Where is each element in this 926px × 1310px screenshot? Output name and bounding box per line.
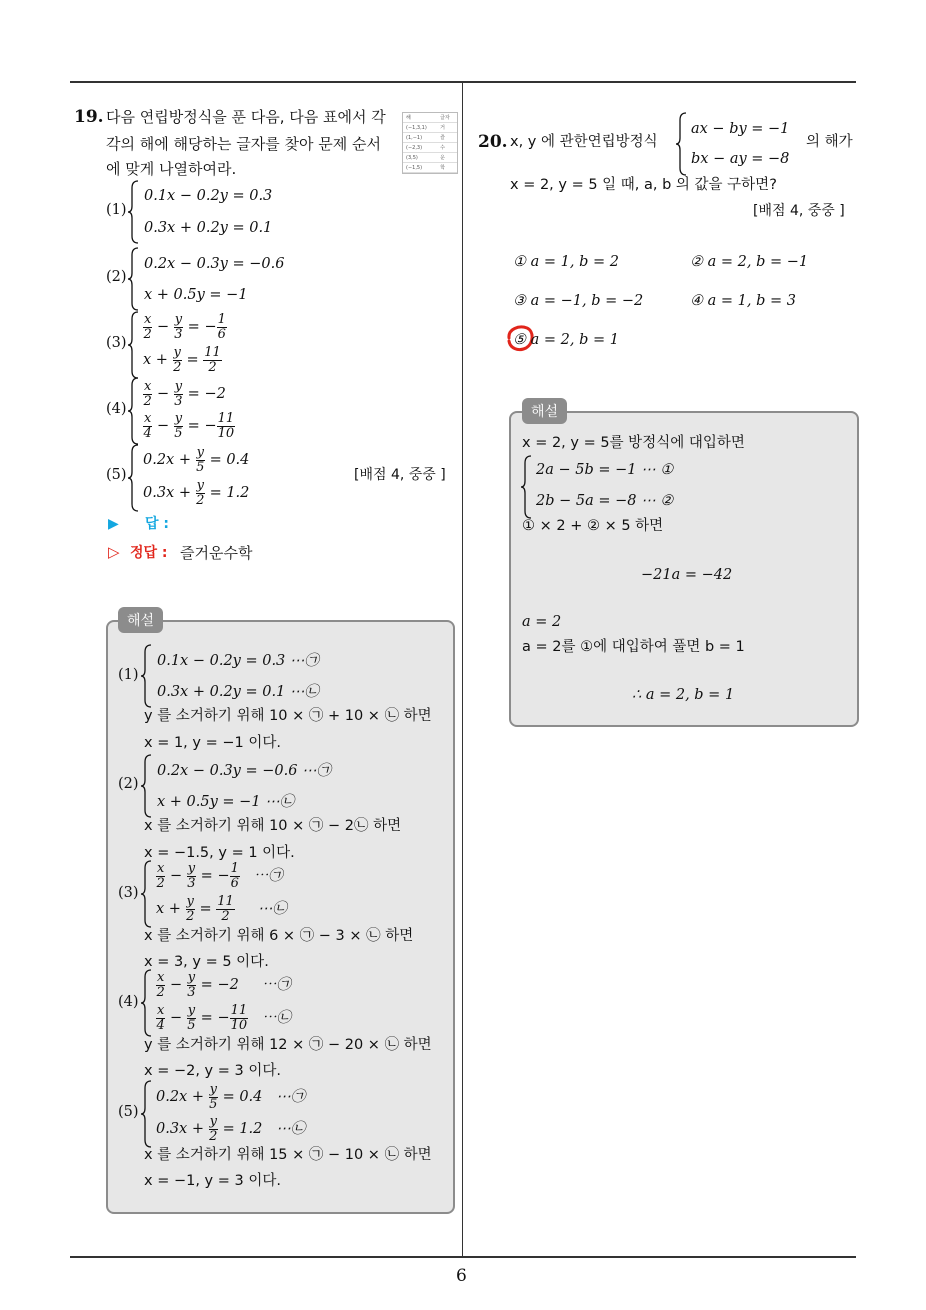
sol19-p5-eq2: 0.3x + $\frac{y}{2}$ = 1.2 ⋯㉡	[156, 1114, 306, 1144]
q19-item1-label: (1)	[106, 202, 127, 218]
correct-arrow-icon: ▷	[108, 543, 120, 561]
sol19-p5-label: (5)	[118, 1104, 139, 1120]
q19-score: [배점 4, 중중 ]	[354, 467, 446, 483]
sol19-p3-label: (3)	[118, 885, 139, 901]
sol20-line1: x = 2, y = 5를 방정식에 대입하면	[522, 435, 745, 451]
sol19-p2-eq1: 0.2x − 0.3y = −0.6 ⋯㉠	[157, 763, 332, 779]
q19-prompt-line1: 다음 연립방정식을 푼 다음, 다음 표에서 각	[106, 108, 386, 126]
table-cell: 수	[437, 143, 457, 153]
q20-prompt-a: x, y 에 관한연립방정식	[510, 134, 658, 150]
sol19-p1-text1: y 를 소거하기 위해 10 × ㉠ + 10 × ㉡ 하면	[144, 708, 432, 724]
answer-key-table	[402, 112, 458, 174]
column-divider	[462, 81, 463, 1257]
brace-icon	[141, 1080, 153, 1148]
sol19-p3-eq1: $\frac{x}{2}$ − $\frac{y}{3}$ = − $\frac{1}{6}$ ⋯㉠	[156, 861, 283, 891]
q19-correct-label: 정답 :	[130, 545, 168, 561]
table-header-letter: 글자	[437, 113, 457, 123]
q19-item5-eq1: 0.2x + $\frac{y}{5}$ = 0.4	[143, 445, 250, 475]
brace-icon	[141, 969, 153, 1037]
brace-icon	[676, 112, 688, 176]
q20-choice-3[interactable]: ③ a = −1, b = −2	[513, 293, 644, 309]
q20-score: [배점 4, 중중 ]	[753, 203, 845, 219]
sol20-line2: ① × 2 + ② × 5 하면	[522, 518, 664, 534]
q19-item3-eq1: $\frac{x}{2}$ − $\frac{y}{3}$ = − $\frac{1}{6}$	[143, 312, 226, 342]
sol19-p1-label: (1)	[118, 667, 139, 683]
sol20-eq1: 2a − 5b = −1 ⋯ ①	[536, 462, 674, 478]
sol19-p4-text1: y 를 소거하기 위해 12 × ㉠ − 20 × ㉡ 하면	[144, 1037, 432, 1053]
sol19-p3-text2: x = 3, y = 5 이다.	[144, 954, 269, 970]
q20-prompt-line2: x = 2, y = 5 일 때, a, b 의 값을 구하면?	[510, 177, 777, 193]
sol20-eq2: 2b − 5a = −8 ⋯ ②	[536, 493, 674, 509]
answer-arrow-icon: ▶	[108, 516, 119, 532]
brace-icon	[141, 644, 153, 708]
sol19-p4-eq2: $\frac{x}{4}$ − $\frac{y}{5}$ = − $\frac{11}{10}$ ⋯㉡	[156, 1003, 291, 1033]
sol19-p4-eq1: $\frac{x}{2}$ − $\frac{y}{3}$ = −2 ⋯㉠	[156, 970, 291, 1000]
q19-item1-eq2: 0.3x + 0.2y = 0.1	[144, 220, 273, 236]
sol19-p1-eq1: 0.1x − 0.2y = 0.3 ⋯㉠	[157, 653, 319, 669]
q19-item2-eq2: x + 0.5y = −1	[144, 287, 248, 303]
q19-item1-eq1: 0.1x − 0.2y = 0.3	[144, 188, 273, 204]
q20-eq2: bx − ay = −8	[691, 151, 790, 167]
solution-19-label: 해설	[118, 607, 163, 633]
brace-icon	[141, 860, 153, 928]
table-cell: 운	[437, 153, 457, 163]
q19-item4-eq2: $\frac{x}{4}$ − $\frac{y}{5}$ = − $\frac{11}{10}$	[143, 411, 235, 441]
bottom-rule	[70, 1256, 856, 1258]
q19-prompt-line2: 각의 해에 해당하는 글자를 찾아 문제 순서	[106, 135, 381, 153]
table-cell: (−1,5)	[403, 163, 437, 173]
table-cell: 거	[437, 123, 457, 133]
q20-choice-1[interactable]: ① a = 1, b = 2	[513, 254, 619, 270]
q19-item3-label: (3)	[106, 335, 127, 351]
sol19-p2-label: (2)	[118, 776, 139, 792]
q19-item4-eq1: $\frac{x}{2}$ − $\frac{y}{3}$ = −2	[143, 379, 226, 409]
brace-icon	[521, 455, 533, 519]
brace-icon	[128, 444, 140, 512]
q20-eq1: ax − by = −1	[691, 121, 790, 137]
q19-item2-label: (2)	[106, 269, 127, 285]
brace-icon	[141, 754, 153, 818]
top-rule	[70, 81, 856, 83]
q19-number: 19.	[74, 107, 104, 127]
q19-item4-label: (4)	[106, 401, 127, 417]
sol19-p5-text2: x = −1, y = 3 이다.	[144, 1173, 281, 1189]
sol19-p5-text1: x 를 소거하기 위해 15 × ㉠ − 10 × ㉡ 하면	[144, 1147, 432, 1163]
q19-correct-value: 즐거운수학	[180, 544, 253, 562]
table-cell: (−1,3,1)	[403, 123, 437, 133]
q20-choice-5[interactable]: ⑤ a = 2, b = 1	[513, 332, 619, 348]
sol20-line3: −21a = −42	[641, 567, 733, 583]
sol19-p1-text2: x = 1, y = −1 이다.	[144, 735, 281, 751]
sol19-p4-label: (4)	[118, 994, 139, 1010]
sol19-p3-text1: x 를 소거하기 위해 6 × ㉠ − 3 × ㉡ 하면	[144, 928, 414, 944]
sol20-line4: a = 2	[522, 614, 562, 630]
sol19-p1-eq2: 0.3x + 0.2y = 0.1 ⋯㉡	[157, 684, 319, 700]
sol19-p5-eq1: 0.2x + $\frac{y}{5}$ = 0.4 ⋯㉠	[156, 1082, 306, 1112]
page-number: 6	[456, 1266, 467, 1286]
q20-prompt-b: 의 해가	[806, 134, 853, 150]
brace-icon	[128, 377, 140, 445]
brace-icon	[128, 180, 140, 244]
q19-item5-label: (5)	[106, 467, 127, 483]
table-cell: (−2,3)	[403, 143, 437, 153]
table-cell: (1,−1)	[403, 133, 437, 143]
q20-number: 20.	[478, 132, 508, 152]
q19-prompt-line3: 에 맞게 나열하여라.	[106, 160, 237, 178]
q20-choice-4[interactable]: ④ a = 1, b = 3	[690, 293, 796, 309]
sol20-line5: a = 2를 ①에 대입하여 풀면 b = 1	[522, 639, 745, 655]
q19-answer-label: 답 :	[145, 516, 169, 532]
brace-icon	[128, 247, 140, 311]
table-header-solution: 해	[403, 113, 437, 123]
sol19-p4-text2: x = −2, y = 3 이다.	[144, 1063, 281, 1079]
sol20-line6: ∴ a = 2, b = 1	[632, 687, 735, 703]
brace-icon	[128, 311, 140, 379]
q19-item5-eq2: 0.3x + $\frac{y}{2}$ = 1.2	[143, 478, 250, 508]
table-cell: 즐	[437, 133, 457, 143]
sol19-p2-eq2: x + 0.5y = −1 ⋯㉡	[157, 794, 295, 810]
sol19-p2-text1: x 를 소거하기 위해 10 × ㉠ − 2㉡ 하면	[144, 818, 402, 834]
sol19-p2-text2: x = −1.5, y = 1 이다.	[144, 845, 295, 861]
q19-item3-eq2: x + $\frac{y}{2}$ = $\frac{11}{2}$	[143, 345, 221, 375]
table-cell: (3,5)	[403, 153, 437, 163]
q19-item2-eq1: 0.2x − 0.3y = −0.6	[144, 256, 285, 272]
q20-choice-2[interactable]: ② a = 2, b = −1	[690, 254, 809, 270]
table-cell: 학	[437, 163, 457, 173]
solution-20-label: 해설	[522, 398, 567, 424]
sol19-p3-eq2: x + $\frac{y}{2}$ = $\frac{11}{2}$ ⋯㉡	[156, 894, 287, 924]
